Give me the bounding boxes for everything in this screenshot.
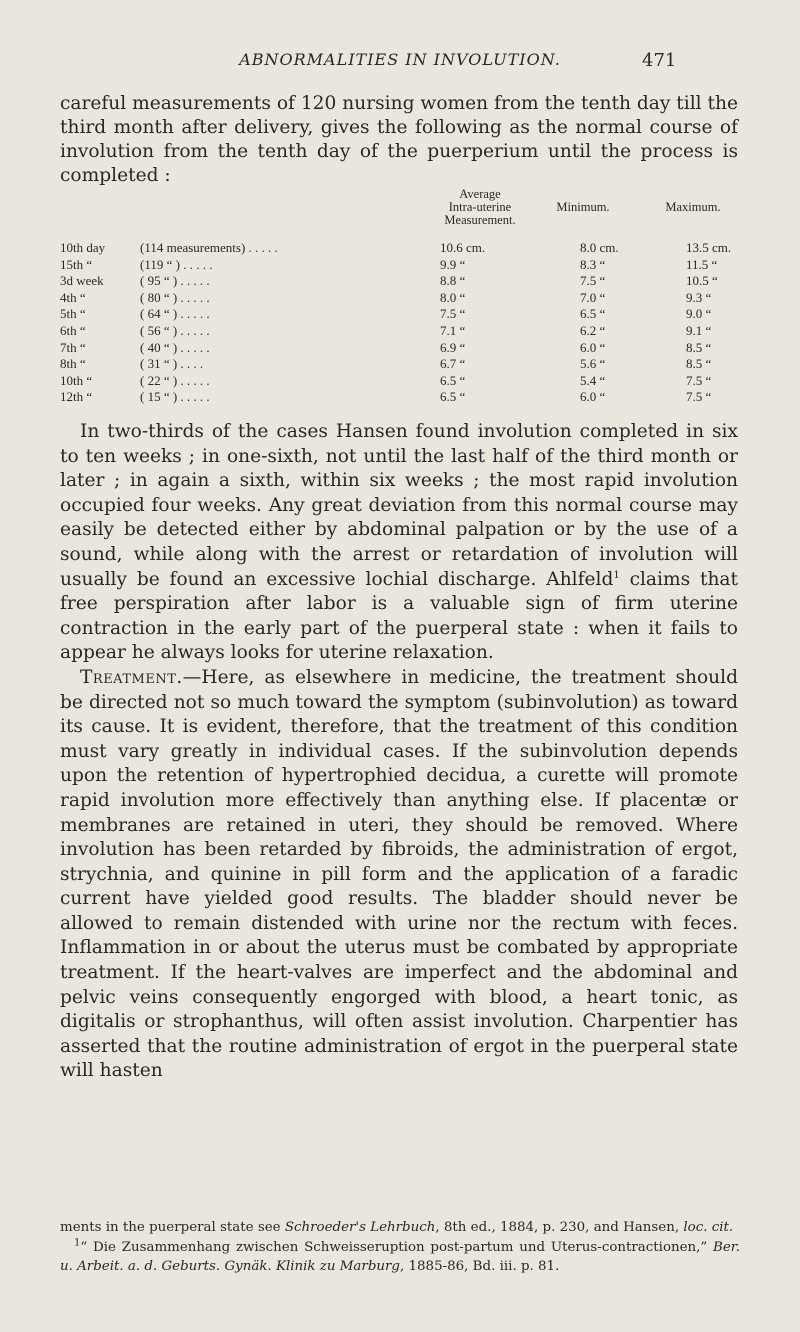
row-day: 10th “ [60, 372, 93, 388]
row-average: 7.5 “ [440, 306, 466, 322]
table-row [60, 389, 760, 406]
row-measurements: ( 64 “ ) . . . . . [140, 306, 210, 322]
row-measurements: ( 95 “ ) . . . . . [140, 273, 210, 289]
header-maximum: Maximum. [665, 200, 721, 214]
table-row [60, 373, 760, 390]
row-day: 4th “ [60, 289, 86, 305]
page-number: 471 [642, 50, 677, 71]
header-average-line1: Average [459, 187, 501, 201]
footnote-ref-1: 1 [613, 569, 620, 581]
row-average: 9.9 “ [440, 256, 466, 272]
row-day: 3d week [60, 273, 104, 289]
row-maximum: 11.5 “ [686, 256, 718, 272]
row-measurements: ( 22 “ ) . . . . . [140, 372, 210, 388]
row-measurements: ( 56 “ ) . . . . . [140, 322, 210, 338]
involution-table [60, 188, 760, 406]
row-average: 8.8 “ [440, 273, 466, 289]
row-maximum: 7.5 “ [686, 389, 712, 405]
row-minimum: 6.5 “ [580, 306, 606, 322]
footnote-cont-a: ments in the puerperal state see [60, 1220, 285, 1235]
row-day: 8th “ [60, 356, 86, 372]
paragraph-hansen-a: In two-thirds of the cases Hansen found involution completed in six to ten weeks ; in one-sixth, not until the last half of the third month or later ; in again a sixth, within six weeks ; the most rapid involution occupied four weeks. Any great deviation from this normal course may easily be detected either by abdominal palpation or by the use of a sound, while along with the arrest or retardation of involution will usually be found an excessive lochial discharge. Ahlfeld [60, 421, 738, 590]
table-row [60, 273, 760, 290]
row-day: 15th “ [60, 256, 93, 272]
header-average-line3: Measurement. [444, 213, 516, 227]
row-maximum: 10.5 “ [686, 273, 718, 289]
row-average: 10.6 cm. [440, 240, 486, 255]
footnotes [60, 1218, 740, 1277]
header-minimum: Minimum. [556, 200, 610, 214]
treatment-heading: Treatment. [80, 666, 183, 688]
footnote-1-source: Ber. u. Arbeit. a. d. Geburts. Gynäk. Klinik zu Marburg [60, 1239, 740, 1274]
table-row [60, 240, 760, 257]
footnote-1-marker: 1 [74, 1237, 81, 1249]
row-maximum: 13.5 cm. [686, 240, 732, 255]
row-minimum: 6.0 “ [580, 389, 606, 405]
row-measurements: ( 15 “ ) . . . . . [140, 389, 210, 405]
table-body [60, 240, 760, 406]
treatment-text: —Here, as elsewhere in medicine, the treatment should be directed not so much toward the symptom (subinvolution) as toward its cause. It is evident, therefore, that the treatment of this condition must vary greatly in individual cases. If the subinvolution depends upon the retention of hypertrophied decidua, a curette will promote rapid involution more effectively than anything else. If placentæ or membranes are retained in uteri, they should be removed. Where involution has been retarded by fibroids, the administration of ergot, strychnia, and quinine in pill form and the application of a faradic current have yielded good results. The bladder should never be allowed to remain distended with urine nor the rectum with feces. Inflammation in or about the uterus must be combated by appropriate treatment. If the heart-valves are imperfect and the abdominal and pelvic veins consequently engorged with blood, a heart tonic, as digitalis or strophanthus, will often assist involution. Charpentier has asserted that the routine administration of ergot in the puerperal state will hasten [60, 666, 738, 1082]
row-average: 7.1 “ [440, 322, 466, 338]
row-average: 6.9 “ [440, 339, 466, 355]
row-minimum: 8.0 cm. [580, 240, 619, 255]
row-measurements: ( 31 “ ) . . . . [140, 356, 204, 372]
row-average: 6.5 “ [440, 372, 466, 388]
table-row [60, 323, 760, 340]
footnote-cont-loc: loc. cit. [683, 1220, 734, 1235]
table-row [60, 257, 760, 274]
header-average [420, 188, 540, 227]
row-maximum: 8.5 “ [686, 356, 712, 372]
row-maximum: 9.1 “ [686, 322, 712, 338]
row-day: 7th “ [60, 339, 86, 355]
table-row [60, 340, 760, 357]
main-text [60, 420, 738, 1084]
row-minimum: 6.2 “ [580, 322, 606, 338]
header-average-line2: Intra-uterine [448, 200, 512, 214]
row-minimum: 6.0 “ [580, 339, 606, 355]
footnote-continued [60, 1218, 740, 1238]
row-minimum: 8.3 “ [580, 256, 606, 272]
row-measurements: (114 measurements) . . . . . [140, 240, 278, 255]
table-header [60, 188, 760, 240]
row-measurements: ( 40 “ ) . . . . . [140, 339, 210, 355]
row-minimum: 5.6 “ [580, 356, 606, 372]
footnote-cont-b: , 8th ed., 1884, p. 230, and Hansen, [435, 1220, 684, 1235]
row-minimum: 7.0 “ [580, 289, 606, 305]
row-measurements: ( 80 “ ) . . . . . [140, 289, 210, 305]
table-row [60, 356, 760, 373]
row-average: 6.7 “ [440, 356, 466, 372]
row-day: 12th “ [60, 389, 93, 405]
row-day: 6th “ [60, 322, 86, 338]
paragraph-hansen [60, 420, 738, 666]
footnote-1 [60, 1238, 740, 1277]
paragraph-hansen-b: claims that free perspiration after labor is a valuable sign of firm uterine contraction in the early part of the puerperal state : when it fails to appear he always looks for uterine relaxation. [60, 568, 738, 664]
row-average: 8.0 “ [440, 289, 466, 305]
footnote-cont-title: Schroeder's Lehrbuch [284, 1220, 436, 1235]
running-title: ABNORMALITIES IN INVOLUTION. [239, 50, 561, 69]
paragraph-treatment [60, 666, 738, 1084]
footnote-1-b: , 1885-86, Bd. iii. p. 81. [400, 1259, 560, 1274]
row-measurements: (119 “ ) . . . . . [140, 256, 213, 272]
row-maximum: 9.3 “ [686, 289, 712, 305]
row-average: 6.5 “ [440, 389, 466, 405]
row-minimum: 5.4 “ [580, 372, 606, 388]
row-maximum: 9.0 “ [686, 306, 712, 322]
footnote-1-a: “ Die Zusammenhang zwischen Schweisseruption post-partum und Uterus-contractionen,” [80, 1239, 714, 1255]
intro-paragraph: careful measurements of 120 nursing women from the tenth day till the third month after delivery, gives the following as the normal course of involution from the tenth day of the puerperium until the process is completed : [60, 93, 738, 186]
table-row [60, 306, 760, 323]
row-day: 10th day [60, 240, 106, 255]
row-minimum: 7.5 “ [580, 273, 606, 289]
table-row [60, 290, 760, 307]
row-maximum: 8.5 “ [686, 339, 712, 355]
row-maximum: 7.5 “ [686, 372, 712, 388]
row-day: 5th “ [60, 306, 86, 322]
